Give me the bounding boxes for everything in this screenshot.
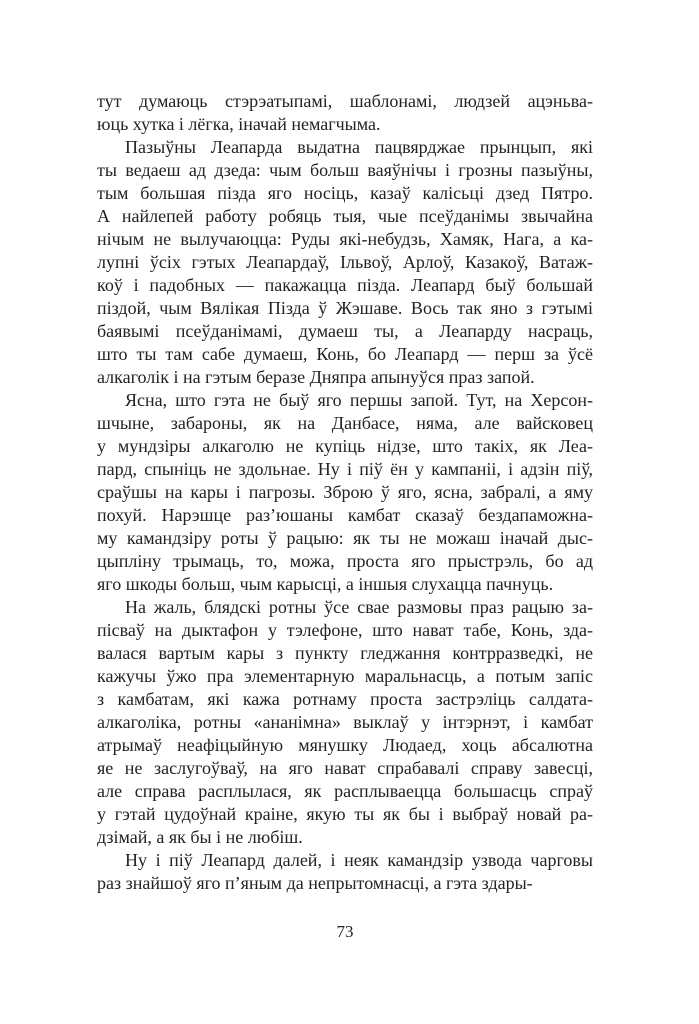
text-line: юць хутка і лёгка, іначай немагчыма. <box>97 114 381 134</box>
text-line: сраўшы на кары і пагрозы. Зброю ў яго, ясна, забралі, а яму <box>97 482 593 502</box>
text-line: пард, спыніць не здольнае. Ну і піў ён у кампаніі, і адзін піў, <box>97 459 593 479</box>
text-line: нічым не вылучаюцца: Руды які-небудзь, Хамяк, Нага, а ка- <box>97 229 593 249</box>
text-line: з камбатам, які кажа ротнаму проста застрэліць салдата- <box>97 689 593 709</box>
paragraph <box>97 849 593 895</box>
text-line: у гэтай цудоўнай краіне, якую ты як бы і выбраў новай ра- <box>97 804 593 824</box>
text-line: Пазыўны Леапарда выдатна пацвярджае прынцып, які <box>125 137 593 157</box>
text-line: дзімай, а як бы і не любіш. <box>97 827 303 847</box>
text-line: валася вартым кары з пункту гледжання контрразведкі, не <box>97 643 593 663</box>
paragraph <box>97 90 593 136</box>
text-line: баявымі псеўданімамі, думаеш ты, а Леапарду насраць, <box>97 321 593 341</box>
text-line: цыпліну трымаць, то, можа, проста яго прыстрэль, бо ад <box>97 551 593 571</box>
text-line: алкаголіка, ротны «ананімна» выклаў у інтэрнэт, і камбат <box>97 712 593 732</box>
paragraph <box>97 136 593 389</box>
paragraph <box>97 389 593 596</box>
text-line: але справа расплылася, як расплываецца большасць спраў <box>97 781 593 801</box>
text-line: алкаголік і на гэтым беразе Дняпра апынуўся праз запой. <box>97 367 535 387</box>
text-line: раз знайшоў яго п’яным да непрытомнасці, а гэта здары- <box>97 873 533 893</box>
text-line: тут думаюць стэрэатыпамі, шаблонамі, людзей ацэньва- <box>97 91 593 111</box>
text-line: яго шкоды больш, чым карысці, а іншыя слухацца пачнуць. <box>97 574 554 594</box>
text-line: му камандзіру роты ў рацыю: як ты не можаш іначай дыс- <box>97 528 593 548</box>
text-line: А найлепей работу робяць тыя, чые псеўданімы звычайна <box>97 206 593 226</box>
text-line: лупні ўсіх гэтых Леапардаў, Ільвоў, Арлоў, Казакоў, Ватаж- <box>97 252 593 272</box>
text-line: што ты там сабе думаеш, Конь, бо Леапард — перш за ўсё <box>97 344 593 364</box>
text-line: пісваў на дыктафон у тэлефоне, што нават табе, Конь, зда- <box>97 620 593 640</box>
text-line: яе не заслугоўваў, на яго нават спрабавалі справу завесці, <box>97 758 593 778</box>
page-text <box>97 90 593 895</box>
text-line: піздой, чым Вялікая Пізда ў Жэшаве. Вось так яно з гэтымі <box>97 298 593 318</box>
text-line: коў і падобных — пакажацца пізда. Леапард быў большай <box>97 275 593 295</box>
text-line: Ну і піў Леапард далей, і неяк камандзір узвода чарговы <box>125 850 593 870</box>
paragraph <box>97 596 593 849</box>
text-line: Ясна, што гэта не быў яго першы запой. Тут, на Херсон- <box>125 390 593 410</box>
text-line: тым большая пізда яго носіць, казаў калісьці дзед Пятро. <box>97 183 593 203</box>
text-line: На жаль, блядскі ротны ўсе свае размовы праз рацыю за- <box>125 597 593 617</box>
text-line: атрымаў неафіцыйную мянушку Людаед, хоць абсалютна <box>97 735 593 755</box>
text-line: шчыне, забароны, як на Данбасе, няма, але вайсковец <box>97 413 593 433</box>
page-number: 73 <box>336 922 354 941</box>
text-line: ты ведаеш ад дзеда: чым больш ваяўнічы і грозны пазыўны, <box>97 160 593 180</box>
text-line: похуй. Нарэшце раз’юшаны камбат сказаў бездапаможна- <box>97 505 593 525</box>
text-line: кажучы ўжо пра элементарную маральнасць, а потым запіс <box>97 666 593 686</box>
text-line: у мундзіры алкаголю не купіць нідзе, што такіх, як Леа- <box>97 436 593 456</box>
